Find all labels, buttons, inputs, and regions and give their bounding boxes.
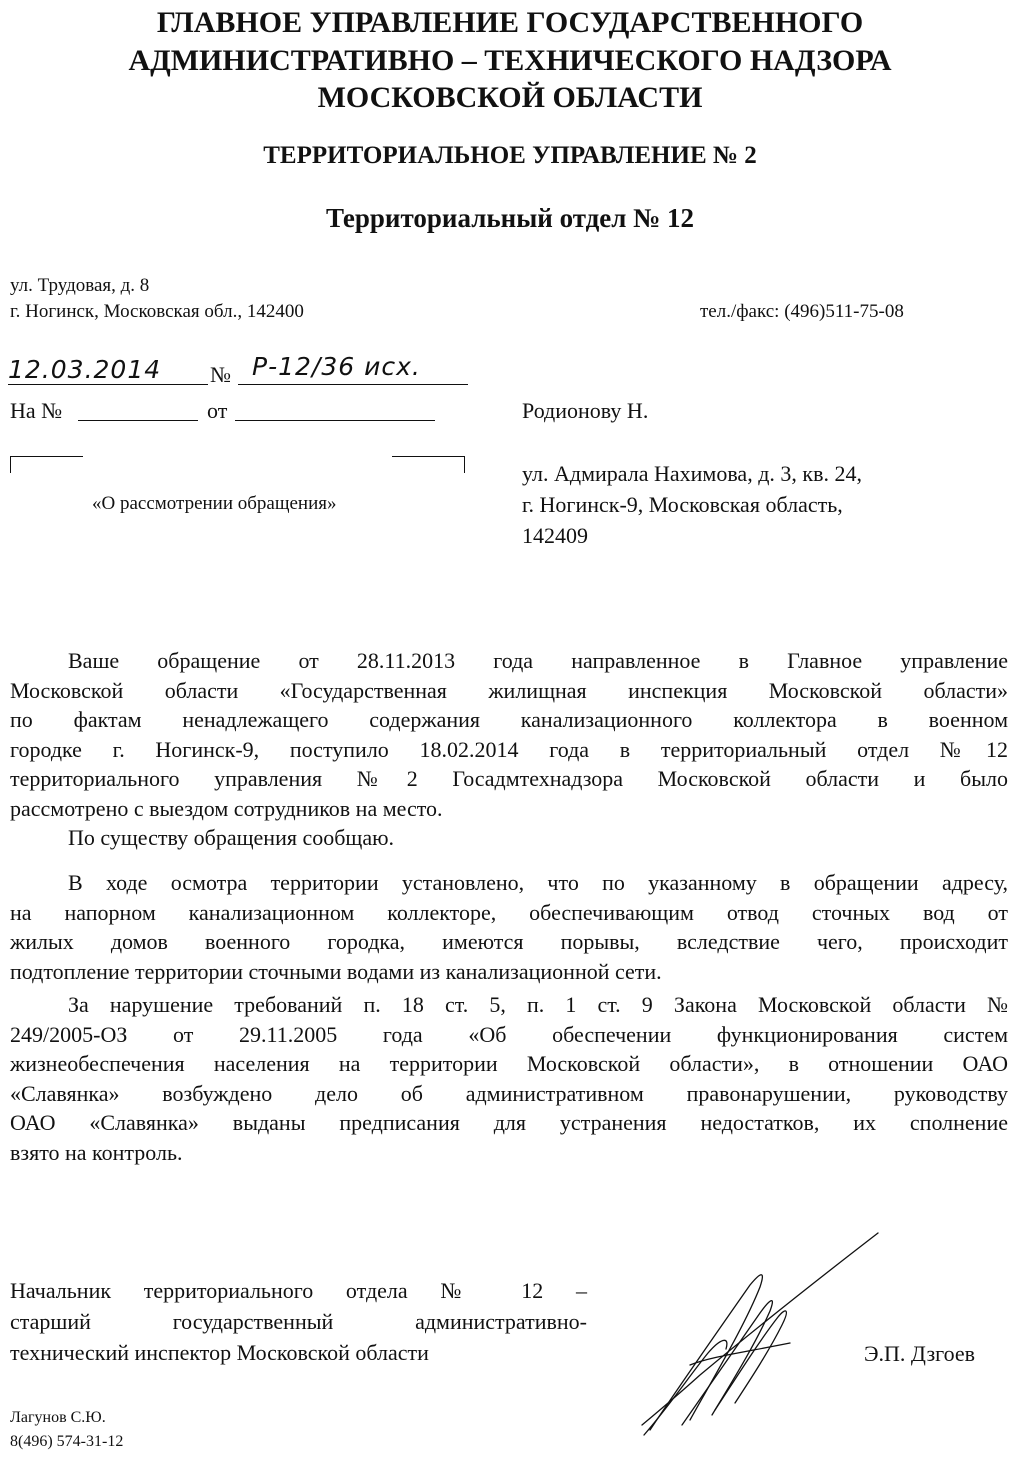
handwritten-signature xyxy=(620,1225,890,1445)
recipient-address-2: г. Ногинск-9, Московская область, xyxy=(522,492,843,517)
body-line: на напорном канализационном коллекторе, обеспечивающим отвод сточных вод от xyxy=(10,899,1008,925)
reply-to-label: На № xyxy=(10,398,63,423)
recipient-address-1: ул. Адмирала Нахимова, д. 3, кв. 24, xyxy=(522,461,862,486)
department-title: Территориальный отдел № 12 xyxy=(325,203,695,233)
number-underline xyxy=(238,384,468,385)
body-line: территориального управления №2 Госадмтехнадзора Московской области и было xyxy=(10,766,1008,791)
body-line: В ходе осмотра территории установлено, что по указанному в обращении адресу, xyxy=(68,870,1008,895)
sender-city: г. Ногинск, Московская обл., 142400 xyxy=(10,301,304,322)
body-line: «Славянка» возбуждено дело об административном правонарушении, руководству xyxy=(10,1080,1008,1106)
reply-number-line xyxy=(78,420,198,421)
date-underline xyxy=(8,384,208,385)
signatory-title-line: Начальник территориального отдела № 12 – xyxy=(10,1278,587,1303)
body-paragraph-4 xyxy=(10,990,1008,1167)
sender-street: ул. Трудовая, д. 8 xyxy=(10,275,150,296)
handwritten-number: Р-12/36 исх. xyxy=(252,352,421,381)
recipient-postcode: 142409 xyxy=(522,523,588,548)
subject-line: «О рассмотрении обращения» xyxy=(92,493,337,514)
body-line: За нарушение требований п. 18 ст. 5, п. 1 ст. 9 Закона Московской области № xyxy=(68,992,1008,1017)
body-line: рассмотрено с выездом сотрудников на место. xyxy=(10,795,443,821)
body-line: взято на контроль. xyxy=(10,1139,183,1165)
body-line: подтопление территории сточными водами из канализационной сети. xyxy=(10,958,662,984)
signatory-name: Э.П. Дзгоев xyxy=(864,1341,976,1366)
reply-date-line xyxy=(235,420,435,421)
body-line: Ваше обращение от 28.11.2013 года направленное в Главное управление xyxy=(68,648,1008,673)
executor-name: Лагунов С.Ю. xyxy=(10,1409,106,1426)
org-title-line-3: МОСКОВСКОЙ ОБЛАСТИ xyxy=(317,81,703,114)
sender-phone: тел./факс: (496)511-75-08 xyxy=(700,301,904,322)
executor-phone: 8(496) 574-31-12 xyxy=(10,1433,124,1450)
number-sign: № xyxy=(210,362,231,387)
body-paragraph-1 xyxy=(10,646,1008,823)
org-title-line-1: ГЛАВНОЕ УПРАВЛЕНИЕ ГОСУДАРСТВЕННОГО xyxy=(156,6,864,39)
body-line: жизнеобеспечения населения на территории Московской области», в отношении ОАО xyxy=(10,1051,1008,1076)
signatory-title-line: технический инспектор Московской области xyxy=(10,1340,429,1365)
subject-bracket-right xyxy=(392,456,465,473)
from-label: от xyxy=(207,398,228,423)
subject-bracket-left xyxy=(10,456,83,473)
recipient-name: Родионову Н. xyxy=(522,398,649,423)
body-line: ОАО «Славянка» выданы предписания для устранения недостатков, их сполнение xyxy=(10,1110,1008,1135)
org-title-line-2: АДМИНИСТРАТИВНО – ТЕХНИЧЕСКОГО НАДЗОРА xyxy=(128,44,892,77)
handwritten-date: 12.03.2014 xyxy=(8,355,162,384)
body-line: 249/2005-ОЗ от 29.11.2005 года «Об обеспечении функционирования систем xyxy=(10,1021,1008,1047)
body-line: по фактам ненадлежащего содержания канализационного коллектора в военном xyxy=(10,707,1008,732)
body-paragraph-3 xyxy=(10,868,1008,986)
body-line: Московской области «Государственная жилищная инспекция Московской области» xyxy=(10,677,1008,703)
body-line: По существу обращения сообщаю. xyxy=(68,825,395,850)
signatory-title-line: старший государственный административно- xyxy=(10,1309,587,1334)
body-paragraph-2 xyxy=(10,823,1008,853)
body-line: жилых домов военного городка, имеются порывы, вследствие чего, происходит xyxy=(10,929,1008,954)
signatory-title xyxy=(10,1275,587,1368)
body-line: городке г. Ногинск-9, поступило 18.02.2014 года в территориальный отдел №12 xyxy=(10,736,1008,762)
subdivision-title: ТЕРРИТОРИАЛЬНОЕ УПРАВЛЕНИЕ № 2 xyxy=(263,142,757,169)
